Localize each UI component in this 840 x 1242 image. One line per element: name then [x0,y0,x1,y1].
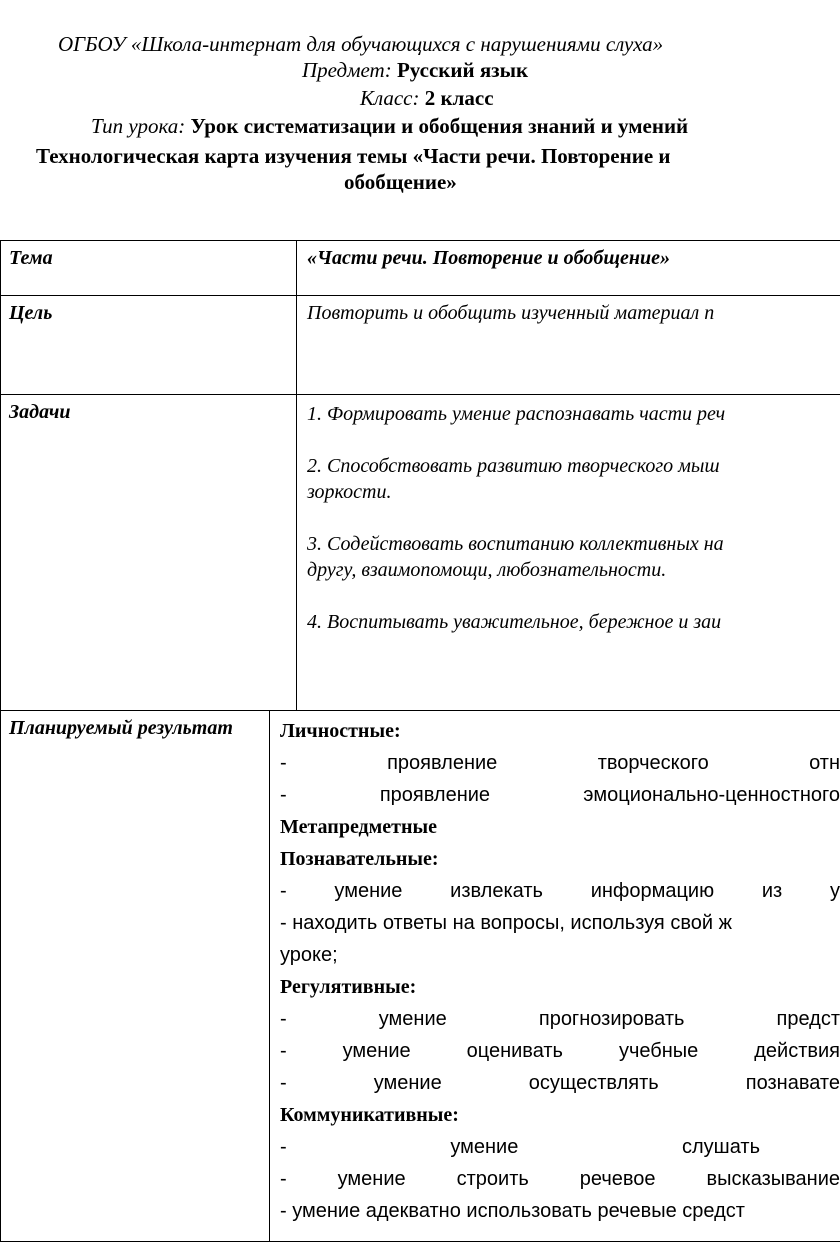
lesson-type-value: Урок систематизации и обобщения знаний и умений [191,114,689,138]
class-line [360,86,494,110]
word: у [830,875,840,907]
word: познавате [746,1067,840,1099]
dash: - [280,779,287,811]
personal-line-1 [280,747,840,779]
subject-label: Предмет: [302,58,392,82]
school-name: ОГБОУ «Школа-интернат для обучающихся с нарушениями слуха» [58,32,663,56]
task-2-line1: 2. Способствовать развитию творческого мыш [307,455,720,477]
word: творческого [598,747,709,779]
communicative-line-3: - умение адекватно использовать речевые средст [280,1195,840,1227]
word: учебные [619,1035,698,1067]
communicative-line-2 [280,1163,840,1195]
dash: - [280,747,287,779]
topic-value: «Части речи. Повторение и обобщение» [297,241,840,295]
task-4-line1: 4. Воспитывать уважительное, бережное и заи [307,611,721,633]
task-3-line2: другу, взаимопомощи, любознательности. [307,559,666,581]
word: слушать [682,1131,760,1163]
cognitive-line-2: - находить ответы на вопросы, используя свой ж [280,907,840,939]
task-item [307,531,840,583]
word: умение [343,1035,411,1067]
lesson-type-label: Тип урока: [91,114,185,138]
regulative-line-2 [280,1035,840,1067]
regulative-title: Регулятивные: [280,971,840,1003]
communicative-line-1 [280,1131,760,1163]
task-2-line2: зоркости. [307,481,391,503]
task-3-line1: 3. Содействовать воспитанию коллективных на [307,533,724,555]
class-value: 2 класс [425,86,494,110]
doc-title-line2: обобщение» [344,170,457,194]
word: извлекать [450,875,543,907]
cognitive-line-1 [280,875,840,907]
word: проявление [380,779,490,811]
task-item [307,401,840,427]
personal-line-2 [280,779,840,811]
personal-title: Личностные: [280,715,840,747]
word: умение [379,1003,447,1035]
cognitive-title: Познавательные: [280,843,840,875]
lesson-map-table [0,240,840,1242]
word: информацию [591,875,714,907]
word: действия [754,1035,840,1067]
word: умение [334,875,402,907]
goal-value: Повторить и обобщить изученный материал п [297,296,840,394]
word: строить [457,1163,529,1195]
row-label-result: Планируемый результат [0,711,270,1241]
dash: - [280,1131,287,1163]
subject-value: Русский язык [397,58,528,82]
communicative-title: Коммуникативные: [280,1099,840,1131]
word: предст [777,1003,840,1035]
regulative-line-3 [280,1067,840,1099]
meta-title: Метапредметные [280,811,840,843]
doc-title-line1: Технологическая карта изучения темы «Части речи. Повторение и [36,144,671,168]
dash: - [280,875,287,907]
word: умение [338,1163,406,1195]
word: осуществлять [529,1067,659,1099]
cognitive-line-3: уроке; [280,939,840,971]
regulative-line-1 [280,1003,840,1035]
results-cell [270,711,840,1241]
lesson-type-line [91,114,688,138]
row-label-goal: Цель [0,296,297,394]
word: эмоционально-ценностного [583,779,840,811]
task-item [307,453,840,505]
word: отн [809,747,840,779]
dash: - [280,1163,287,1195]
table-row [0,241,840,296]
dash: - [280,1003,287,1035]
word: из [762,875,782,907]
dash: - [280,1035,287,1067]
table-row [0,711,840,1242]
task-1-line1: 1. Формировать умение распознавать части реч [307,403,725,425]
subject-line [302,58,528,82]
dash: - [280,1067,287,1099]
table-row [0,296,840,395]
table-row [0,395,840,711]
word: прогнозировать [539,1003,685,1035]
word: умение [450,1131,518,1163]
word: оценивать [467,1035,563,1067]
tasks-cell [297,395,840,710]
row-label-topic: Тема [0,241,297,295]
row-label-tasks: Задачи [0,395,297,710]
word: речевое [580,1163,656,1195]
class-label: Класс: [360,86,420,110]
word: умение [374,1067,442,1099]
word: высказывание [707,1163,840,1195]
word: проявление [387,747,497,779]
task-item [307,609,840,635]
